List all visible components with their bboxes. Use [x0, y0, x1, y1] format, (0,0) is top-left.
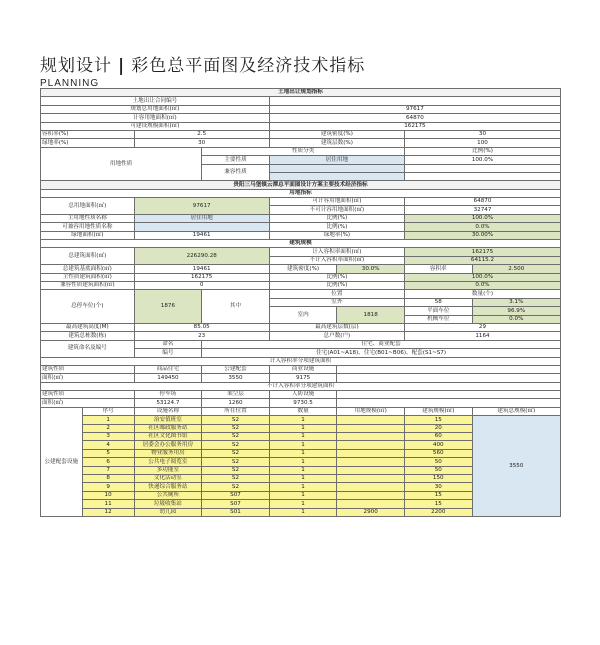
facility-build: 15: [404, 491, 472, 499]
table-row: [41, 265, 561, 273]
far-area-row-label: 面积(㎡): [41, 374, 135, 382]
facility-qty: 1: [269, 433, 337, 441]
ratio-value: 100.0%: [404, 273, 560, 281]
building-title: 建筑规模: [41, 240, 561, 248]
nonfar-build-value: 64115.2: [404, 256, 560, 264]
facility-qty: 1: [269, 474, 337, 482]
nonfar-area-header: 停车场: [134, 391, 202, 399]
far-value: 2.500: [472, 265, 560, 273]
facility-qty: 1: [269, 491, 337, 499]
sub-ratio: [404, 172, 560, 180]
facility-build: 60: [404, 433, 472, 441]
far-area-value: 149450: [134, 374, 202, 382]
facility-no: 12: [82, 508, 134, 516]
table-row: [41, 407, 561, 415]
facility-qty: 1: [269, 466, 337, 474]
facility-total: 3550: [472, 416, 560, 517]
among-label: 其中: [202, 290, 270, 324]
land-row-label: 规划总用地面积(㎡): [41, 105, 270, 113]
ratio-value: 100.0%: [404, 214, 560, 222]
green-area-value: 19461: [134, 231, 269, 239]
nature-label: 用地性质: [41, 147, 202, 181]
facility-qty: 1: [269, 449, 337, 457]
facilities-group-label: 公建配套设施: [41, 407, 83, 516]
page-header: [40, 56, 560, 89]
sub-nature-value: [269, 172, 404, 180]
code-value: 住宅(A01~A18)、住宅(B01~B06)、配套(S1~S7): [202, 349, 561, 357]
facility-name: 治安值班室: [134, 416, 202, 424]
nonfar-area-row-label: 面积(㎡): [41, 399, 135, 407]
facility-land: [337, 491, 405, 499]
facility-build: 20: [404, 424, 472, 432]
facility-no: 1: [82, 416, 134, 424]
facility-no: 2: [82, 424, 134, 432]
facility-name: 公共厕所: [134, 491, 202, 499]
sub-nature-label: 兼容性质: [202, 164, 270, 181]
indicator-sheet: [40, 88, 561, 616]
name-label: 命名: [134, 340, 202, 348]
mech-value: 0.0%: [472, 315, 560, 323]
facility-qty: 1: [269, 458, 337, 466]
green-area-label: 绿地面积(㎡): [41, 231, 135, 239]
nonfar-area-header: 建筑性质: [41, 391, 135, 399]
facility-land: [337, 500, 405, 508]
far-land-value: 64870: [404, 198, 560, 206]
facility-loc: S2: [202, 483, 270, 491]
land-section-title: 土地出让规划指标: [41, 89, 561, 97]
far-value: 2.5: [134, 130, 269, 138]
ratio-value: 0.0%: [404, 223, 560, 231]
ratio-label: 比例(%): [269, 281, 404, 289]
green-value: 30: [134, 139, 269, 147]
max-floors-label: 最高建筑层数(层): [269, 323, 404, 331]
density-label: 建筑密度(%): [269, 130, 404, 138]
compat-build-label: 兼容性质建筑面积(㎡): [41, 281, 135, 289]
facility-build: 15: [404, 500, 472, 508]
facility-loc: S2: [202, 433, 270, 441]
nature-class-label: 性质分类: [202, 147, 405, 155]
facility-no: 10: [82, 491, 134, 499]
facility-build: 560: [404, 449, 472, 457]
facility-qty: 1: [269, 424, 337, 432]
contract-no-value: [269, 97, 560, 105]
nonfar-area-value: 53124.7: [134, 399, 202, 407]
table-row: [41, 122, 561, 130]
facility-land: [337, 424, 405, 432]
code-label: 编号: [134, 349, 202, 357]
facilities-header: 建筑总规模(㎡): [472, 407, 560, 415]
indoor-label: 室内: [269, 307, 337, 324]
facility-name: 公共电子阅览室: [134, 458, 202, 466]
table-row: [41, 105, 561, 113]
green-rate-value: 30.00%: [404, 231, 560, 239]
land-index-title: 用地指标: [41, 189, 561, 197]
table-row: [41, 223, 561, 231]
facility-build: 30: [404, 483, 472, 491]
main-build-value: 162175: [134, 273, 269, 281]
position-label: 位置: [269, 290, 404, 298]
green-rate-label: 绿地率(%): [269, 231, 404, 239]
facility-no: 7: [82, 466, 134, 474]
facility-loc: S2: [202, 458, 270, 466]
facility-loc: S07: [202, 500, 270, 508]
facility-qty: 1: [269, 416, 337, 424]
facilities-header: 设施名称: [134, 407, 202, 415]
facility-no: 8: [82, 474, 134, 482]
table-row: [41, 139, 561, 147]
sub-ratio: [404, 164, 560, 172]
table-row: [41, 290, 561, 298]
table-row: [41, 214, 561, 222]
compat-value: [134, 223, 269, 231]
table-row: [41, 365, 561, 373]
naming-label: 建筑命名及编号: [41, 340, 135, 357]
total-build-label: 总建筑面积(㎡): [41, 248, 135, 265]
facility-loc: S01: [202, 508, 270, 516]
main-nature-label: 主用地性质名称: [41, 214, 135, 222]
table-row: [41, 281, 561, 289]
facility-build: 400: [404, 441, 472, 449]
plan-section-title: 贵阳三马堡镇云潭总平面图设计方案主要技术经济指标: [41, 181, 561, 189]
facilities-header: 用地规模(㎡): [337, 407, 405, 415]
table-row: [41, 189, 561, 197]
far-area-value: 3550: [202, 374, 270, 382]
facility-no: 4: [82, 441, 134, 449]
facility-land: [337, 416, 405, 424]
facility-loc: S07: [202, 491, 270, 499]
contract-no-label: 土地出让合同编号: [41, 97, 270, 105]
blocks-label: 建筑总栋数(栋): [41, 332, 135, 340]
table-row: [41, 198, 561, 206]
compat-label: 可兼容用地性质名称: [41, 223, 135, 231]
land-row-value: 64870: [269, 114, 560, 122]
outdoor-pct: 3.1%: [472, 298, 560, 306]
parking-label: 总停车位(个): [41, 290, 135, 324]
table-row: [41, 382, 561, 390]
facilities-header: 建筑规模(㎡): [404, 407, 472, 415]
table-row: [41, 391, 561, 399]
far-area-empty: [337, 374, 561, 382]
facility-land: [337, 474, 405, 482]
density-value: 30.0%: [337, 265, 405, 273]
facility-name: 幼儿园: [134, 508, 202, 516]
land-row-label: 可建设规模面积(㎡): [41, 122, 270, 130]
height-value: 100: [404, 139, 560, 147]
land-row-label: 计容用地面积(㎡): [41, 114, 270, 122]
facility-land: [337, 458, 405, 466]
facility-land: [337, 449, 405, 457]
table-row: [41, 399, 561, 407]
nonfar-area-value: 1260: [202, 399, 270, 407]
facility-land: [337, 466, 405, 474]
far-label: 容积率: [404, 265, 472, 273]
far-area-header: 公建配套: [202, 365, 270, 373]
base-value: 19461: [134, 265, 269, 273]
table-row: [41, 114, 561, 122]
blocks-value: 23: [134, 332, 269, 340]
nonfar-build-label: 不计入容积率面积(㎡): [269, 256, 404, 264]
sub-nature-value: [269, 164, 404, 172]
facility-qty: 1: [269, 483, 337, 491]
far-land-label: 可计容用地面积(㎡): [269, 198, 404, 206]
planning-label: PLANNING: [40, 78, 100, 89]
far-area-header: 商品住宅: [134, 365, 202, 373]
nonfar-land-value: 32747: [404, 206, 560, 214]
facility-build: 15: [404, 416, 472, 424]
outdoor-label: 室外: [269, 298, 404, 306]
height-label: 建筑层数(%): [269, 139, 404, 147]
table-row: [41, 323, 561, 331]
facility-build: 150: [404, 474, 472, 482]
facility-loc: S2: [202, 474, 270, 482]
title-separator: |: [118, 56, 126, 76]
table-row: [41, 240, 561, 248]
plan-section-header: [41, 181, 561, 189]
flat-value: 96.9%: [472, 307, 560, 315]
total-land-label: 总用地面积(㎡): [41, 198, 135, 215]
land-section-header: [41, 89, 561, 97]
density-value: 30: [404, 130, 560, 138]
far-area-header: 建筑性质: [41, 365, 135, 373]
table-row: [41, 231, 561, 239]
page-title: [40, 56, 560, 76]
far-build-label: 计入容积率面积(㎡): [269, 248, 404, 256]
facility-qty: 1: [269, 441, 337, 449]
facility-land: [337, 441, 405, 449]
table-row: [41, 357, 561, 365]
facilities-header: 数量: [269, 407, 337, 415]
facility-no: 9: [82, 483, 134, 491]
facility-name: 物业服务用房: [134, 449, 202, 457]
facility-loc: S2: [202, 466, 270, 474]
compat-build-value: 0: [134, 281, 269, 289]
main-ratio: 100.0%: [404, 156, 560, 164]
table-row: [41, 332, 561, 340]
far-area-value: 9175: [269, 374, 337, 382]
far-label: 容积率(%): [41, 130, 135, 138]
ratio-label: 比例(%): [269, 273, 404, 281]
land-row-value: 97617: [269, 105, 560, 113]
title-cn: 规划设计: [40, 56, 112, 76]
table-row: [41, 273, 561, 281]
outdoor-value: 58: [404, 298, 472, 306]
facility-build: 2200: [404, 508, 472, 516]
base-label: 总建筑基底面积(㎡): [41, 265, 135, 273]
main-nature-value: 居住用地: [134, 214, 269, 222]
count-label: 数量(个): [404, 290, 560, 298]
facility-name: 居委会办公服务用房: [134, 441, 202, 449]
households-label: 总户数(户): [269, 332, 404, 340]
facility-name: 快递综合服务站: [134, 483, 202, 491]
max-height-label: 最高建筑高度(M): [41, 323, 135, 331]
mech-label: 机械车位: [404, 315, 472, 323]
main-nature-label: 主要性质: [202, 156, 270, 164]
parking-value: 1876: [134, 290, 202, 324]
facility-no: 11: [82, 500, 134, 508]
facility-loc: S2: [202, 416, 270, 424]
name-value: 住宅、商业配套: [202, 340, 561, 348]
far-area-header: 商业设施: [269, 365, 337, 373]
facility-row: [41, 416, 561, 424]
main-nature-value: 居住用地: [269, 156, 404, 164]
facility-build: 50: [404, 466, 472, 474]
table-row: [41, 147, 561, 155]
green-label: 绿地率(%): [41, 139, 135, 147]
facility-loc: S2: [202, 441, 270, 449]
nonfar-area-header: 人防设施: [269, 391, 337, 399]
flat-label: 平面车位: [404, 307, 472, 315]
main-build-label: 主性质建筑面积(㎡): [41, 273, 135, 281]
density-label: 建筑密度(%): [269, 265, 337, 273]
nonfar-area-empty: [337, 391, 561, 399]
title-subtitle: 彩色总平面图及经济技术指标: [131, 56, 366, 76]
table-row: [41, 374, 561, 382]
facility-land: [337, 483, 405, 491]
facility-name: 社区邮政服务站: [134, 424, 202, 432]
nonfar-land-label: 不可计容用地面积(㎡): [269, 206, 404, 214]
indoor-value: 1818: [337, 307, 405, 324]
facility-name: 文化活动室: [134, 474, 202, 482]
indicator-table: [40, 88, 561, 517]
facility-name: 垃圾收集站: [134, 500, 202, 508]
facility-loc: S2: [202, 449, 270, 457]
facilities-header: 所在位置: [202, 407, 270, 415]
table-row: [41, 130, 561, 138]
households-value: 1164: [404, 332, 560, 340]
facility-name: 多功能室: [134, 466, 202, 474]
total-build-value: 226290.28: [134, 248, 269, 265]
table-row: [41, 248, 561, 256]
nonfar-area-empty: [337, 399, 561, 407]
ratio-value: 0.0%: [404, 281, 560, 289]
facility-no: 6: [82, 458, 134, 466]
ratio-label: 比例(%): [269, 223, 404, 231]
ratio-label: 比例(%): [404, 147, 560, 155]
nonfar-area-header: 架空层: [202, 391, 270, 399]
facility-loc: S2: [202, 424, 270, 432]
facility-no: 5: [82, 449, 134, 457]
facility-qty: 1: [269, 508, 337, 516]
far-area-empty: [337, 365, 561, 373]
far-area-title: 计入容积率分项建筑面积: [41, 357, 561, 365]
ratio-label: 比例(%): [269, 214, 404, 222]
nonfar-area-title: 不计入容积率分项建筑面积: [41, 382, 561, 390]
land-row-value: 162175: [269, 122, 560, 130]
facility-land: 2900: [337, 508, 405, 516]
facility-land: [337, 433, 405, 441]
facility-name: 社区文化图书馆: [134, 433, 202, 441]
table-row: [41, 97, 561, 105]
facility-qty: 1: [269, 500, 337, 508]
max-height-value: 85.05: [134, 323, 269, 331]
facility-no: 3: [82, 433, 134, 441]
facilities-header: 序号: [82, 407, 134, 415]
table-row: [41, 340, 561, 348]
nonfar-area-value: 9730.5: [269, 399, 337, 407]
max-floors-value: 29: [404, 323, 560, 331]
facility-build: 50: [404, 458, 472, 466]
far-build-value: 162175: [404, 248, 560, 256]
total-land-value: 97617: [134, 198, 269, 215]
